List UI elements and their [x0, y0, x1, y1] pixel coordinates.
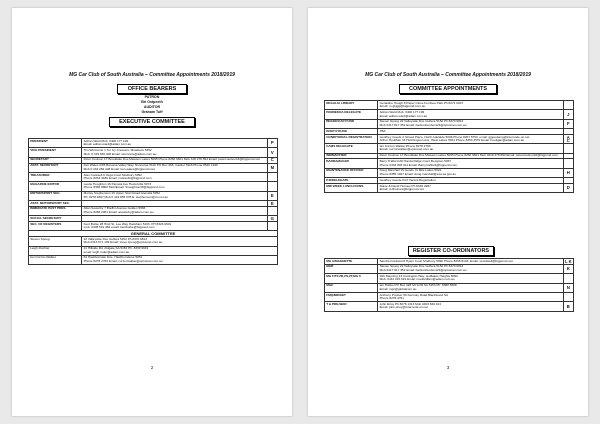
contact-line: Diane & David Holmes Ph 8336 4967 — [379, 183, 431, 188]
contact-line: Email: curzonwalker@optusnet.com.au — [379, 147, 434, 152]
appointments-table — [324, 100, 574, 193]
contact-line: Geoffrey Goode Perf Vacant Registration — [379, 177, 436, 182]
index-letter — [563, 144, 573, 153]
contact-cell — [82, 237, 278, 246]
contact-line: Mob: 0 419 836 408 Email: winmonts@adam.com.au — [83, 151, 157, 156]
table-row — [325, 159, 574, 168]
page-2 — [12, 8, 292, 416]
table-row — [325, 119, 574, 128]
contact-line: Ph: 8278 4667 Mob 0 419 855 978 E: stephenson@tm.net.au — [83, 194, 168, 199]
table-row — [325, 134, 574, 143]
table-row — [325, 101, 574, 110]
index-letter — [563, 159, 573, 168]
index-letter: L K — [564, 258, 572, 264]
contact-line: Allan Sowerby 7 Breffni Avenue Golden 5066 — [83, 206, 146, 211]
contact-line: Mob 0417 817 351 Email: backonburden124@optusnet.com.au — [379, 122, 467, 127]
contact-line: Sandra Cordwell 8 Hyam Court Modbury 5092 Phone 8265 8103. Email: scordwell@bigpond.com — [379, 258, 514, 263]
index-letter — [563, 274, 573, 283]
contact-line: Ken Wales 2/65 Barossa Valley Way, Nuriootpa 5110 PO Box 365, Gawler 5118 Phone 8522 1940 — [83, 163, 218, 168]
table-row — [325, 274, 574, 283]
index-letter — [267, 221, 277, 230]
index-letter: F — [563, 119, 573, 128]
index-letter: E — [267, 201, 277, 207]
role-cell: PANNEKOA DELEGATE — [325, 110, 378, 119]
table-row — [325, 292, 574, 301]
table-row — [29, 246, 278, 255]
contact-line: Anthony Prosser 50 Kenmay Road Blackwood SA — [379, 292, 449, 297]
contact-line: Mob 0417 817 351 Email: backonburden124@optusnet.com.au — [379, 267, 467, 272]
member-name: Leigh Rochter — [29, 246, 82, 255]
role-cell: IMMEDIATE PAST PRES. — [29, 206, 82, 215]
auditor-name: Graham Tuff — [141, 110, 163, 114]
role-cell: MG A/MAGNETTE — [325, 259, 378, 265]
contact-cell — [378, 283, 563, 292]
contact-cell — [82, 172, 267, 181]
contact-cell — [378, 144, 563, 153]
role-cell: MOTORSPORT SEC. — [29, 191, 82, 200]
member-name: Ian Curzon-Walker — [29, 255, 82, 264]
contact-cell — [378, 292, 563, 301]
table-row — [29, 139, 278, 148]
contact-line: 22 Valleyside Dve Gulfera 5152 Ph 8370 6813 — [83, 236, 147, 241]
committee-appointments-banner: COMMITTEE APPOINTMENTS — [399, 84, 497, 94]
contact-cell — [82, 191, 267, 200]
contact-cell — [378, 264, 563, 273]
role-cell: CAMS DELEGATE — [325, 144, 378, 153]
contact-line: Email: m.gbjgg@bigpond.com.au — [379, 104, 426, 109]
contact-cell — [378, 183, 563, 192]
index-letter: V — [267, 148, 277, 157]
contact-line: mob: 0408 519 484 email: kentburke@bigpond.com — [83, 225, 155, 230]
office-bearers-banner: OFFICE BEARERS — [117, 84, 187, 94]
index-letter: P — [267, 139, 277, 148]
table-row — [325, 283, 574, 292]
index-letter — [267, 172, 277, 181]
role-cell: SEC. OF REGISTERS — [29, 221, 82, 230]
contact-line: Doug Marshall 15 Geode Ct Mile Lakes 5021 — [379, 168, 442, 173]
table-row — [325, 144, 574, 153]
index-letter — [563, 101, 573, 110]
index-letter: N — [563, 283, 573, 292]
page-header: MG Car Club of South Australia – Committee Appointments 2018/2019 — [69, 72, 235, 78]
contact-line: Phone 8355 1027 Email: doug.marshall@esa.sa.gov.au — [379, 172, 456, 176]
contact-line: Alan Cocksell 9 Vega Court Modbury 5092 — [83, 172, 142, 177]
index-letter: A C — [563, 134, 573, 143]
contact-cell — [378, 134, 563, 143]
contact-line: Email: adrian.ward@adam.com.au — [379, 113, 428, 118]
contact-cell — [378, 274, 563, 283]
table-row — [325, 183, 574, 192]
role-cell: MGB — [325, 264, 378, 273]
general-committee-heading: GENERAL COMMITTEE — [29, 231, 278, 237]
contact-line: Peter Coulson 17 Brooklake Dve Mawson Lakes 5095 Phone 8260 9601 Mob 0418 278 894 Email: petercoulson16@bigpond.com — [379, 153, 558, 158]
contact-line: Mob 0 432 282 108 Email: ken.wales@bigpond.com — [83, 166, 156, 171]
page-3 — [308, 8, 588, 416]
role-cell: SECRETARY — [29, 157, 82, 163]
role-cell: MG F/TF,ZR,ZS,ZT,MG 6 — [325, 274, 378, 283]
index-letter: C — [267, 157, 277, 163]
contact-cell — [82, 148, 267, 157]
contact-cell — [82, 182, 267, 191]
page-header: MG Car Club of South Australia – Committee Appointments 2018/2019 — [365, 72, 531, 78]
executive-table — [28, 138, 278, 265]
role-cell: MAINTENANCE OFFICER — [325, 168, 378, 177]
table-row — [29, 255, 278, 264]
role-cell: ASST. MOTORSPORT SEC. — [29, 201, 82, 207]
index-letter — [267, 182, 277, 191]
contact-line: Phone 8268 2061 Email: asowerby@adam.com.au — [83, 210, 154, 214]
contact-line: Arthur Houlihan 33 Hutchingson Ave, West Lakes 5021 Phone 8353 3570 Email: hooligan@adam.com.au — [379, 138, 525, 143]
contact-line: Email: d.dholmes@bigpond.com — [379, 187, 425, 192]
contact-line: Steven Spoog 22 Valleyside Dve Gulfera 5152 Ph 8370 6813 — [379, 119, 464, 124]
role-cell: BRAKE/CAP FUND — [325, 119, 378, 128]
table-row — [29, 182, 278, 191]
contact-line: Kent Burke 28 Hind St, Lee Way Hackham 5163. PH 8326 0601 — [83, 221, 172, 226]
contact-line: Adrian Ward Mob: 0400 177 199 — [379, 109, 425, 114]
contact-cell — [378, 110, 563, 119]
table-row — [325, 264, 574, 273]
contact-line: Ian Hobbs PO Box 428 MYLOR SA 5153 Ph: 8388 5608 — [379, 283, 457, 288]
contact-cell — [82, 139, 267, 148]
auditor-label: AUDITOR — [143, 105, 161, 109]
contact-cell — [378, 302, 563, 311]
contact-line: Barry Trafford 28 Honda Ridge Court Bempton 5067 — [379, 159, 452, 164]
role-cell: KNOT/YOUNG — [325, 129, 378, 135]
role-cell: CONDITIONAL REGISTRATION — [325, 134, 378, 143]
register-coordinators-banner: REGISTER CO-ORDINATORS — [408, 246, 494, 256]
contact-line: Phone 8264 4189 Email: cocksells@bigpond.com — [83, 176, 152, 181]
index-letter: G — [267, 216, 277, 222]
patron-name: Bri Ostpeeth — [141, 100, 163, 104]
role-cell: P.R/DELEGATE — [325, 178, 378, 184]
role-cell: VICE PRESIDENT — [29, 148, 82, 157]
contact-line: Dirk Manning 13 Carrington Way, Golflakes Heights 5092 — [379, 273, 458, 278]
officer-list — [12, 95, 292, 115]
contact-line: Laurie Houghton 16 Pamela Ave Hectorville 5073 — [83, 181, 152, 186]
role-cell: MGC — [325, 283, 378, 292]
contact-line: Mob 0413 671 109 Email: steve.spoog@optusnet.com.au — [83, 240, 163, 245]
register-table — [324, 258, 574, 312]
index-letter: K — [563, 264, 573, 273]
contact-line: Email: mgc@globalcom.au — [379, 286, 417, 291]
contact-cell — [82, 246, 278, 255]
contact-line: Mob: 0412 015 019 Email: manfeldfam@adam.com.au — [379, 277, 455, 282]
contact-line: Phone 8365 8800 Mob/Email: Snaughton48@bigpond.com — [83, 185, 165, 190]
role-cell: BARRAMAGER — [325, 159, 378, 168]
role-cell: SOCIAL SECRETARY — [29, 216, 82, 222]
contact-line: Phone 8278 2783 Email: curzonwalker@optusnet.com.au — [83, 259, 163, 264]
contact-line: 64 Hawthornden Dve, Hawthorndene 5051 — [83, 255, 143, 260]
role-cell: T & PRE-WAR — [325, 302, 378, 311]
role-cell: TREASURER — [29, 172, 82, 181]
index-letter: J — [563, 110, 573, 119]
contact-line: Murray Stephenson 10 Upper Sturt Road Glenalta 5052 — [83, 191, 160, 196]
table-row — [325, 110, 574, 119]
table-row — [29, 191, 278, 200]
contact-cell — [378, 119, 563, 128]
role-cell: MID WEEK LUNCH RUNS — [325, 183, 378, 192]
contact-line: Phone 8278 4761 — [379, 296, 404, 301]
contact-cell — [378, 159, 563, 168]
contact-line: Email: john.elroy@internode.on.net — [379, 305, 428, 310]
table-row — [29, 163, 278, 172]
executive-committee-banner: EXECUTIVE COMMITTEE — [109, 117, 195, 127]
contact-cell — [82, 255, 278, 264]
index-letter: M — [267, 163, 277, 172]
contact-line: Ian Curzon-Walker Phone 8278 2783 — [379, 143, 431, 148]
index-letter — [267, 206, 277, 215]
table-row — [29, 172, 278, 181]
table-row — [325, 302, 574, 311]
role-cell: WEBMASTER — [325, 153, 378, 159]
contact-line: Steven Spoog 22 Valleyside Dve Gulfera 5152 Ph 8370 6813 — [379, 264, 464, 269]
index-letter: H — [563, 168, 573, 177]
index-letter: B — [563, 302, 573, 311]
contact-cell — [82, 206, 267, 215]
contact-line: Geoffrey Goode 2 Stroud Place, North Adelaide 5006 Phone 8267 5753, email: gjgoodemg@internode.on.net — [379, 134, 530, 139]
contact-line: Adrian Ward Mob: 0400 177 199 — [83, 138, 129, 143]
page-number: 2 — [150, 365, 154, 370]
table-row — [29, 221, 278, 230]
role-cell: ASST. SECRETARY — [29, 163, 82, 172]
role-cell: REGALIA LIBRARY — [325, 101, 378, 110]
contact-line: email: leigh.roder@adam.com.au — [83, 249, 130, 254]
contact-line: Geraldine Hough 8 Paper Close Fernbee Park Ph 8271 6047 — [379, 100, 464, 105]
table-row — [29, 148, 278, 157]
table-row — [29, 206, 278, 215]
index-letter: D — [563, 183, 573, 192]
contact-line: Email: adrian.ward@adam.com.au — [83, 142, 132, 147]
patron-label: PATRON — [144, 95, 160, 99]
role-cell: MAGAZINE EDITOR — [29, 182, 82, 191]
contact-line: Peter Coulson 17 Brooklake Dve Mawson Lakes 5095 Phone 8260 9601 Mob 418 278 894 Email: petercoulson16@bigpond.com — [83, 157, 261, 162]
contact-cell — [82, 163, 267, 172]
member-name: Steven Spoog — [29, 237, 82, 246]
index-letter — [563, 292, 573, 301]
contact-line: John Elroy Ph 8276 1313 Mob 0403 849 424 — [379, 301, 441, 306]
contact-cell — [378, 168, 563, 177]
contact-cell — [378, 101, 563, 110]
contact-line: TBA — [379, 128, 386, 133]
table-row — [29, 237, 278, 246]
page-number: 3 — [446, 365, 450, 370]
table-row — [325, 168, 574, 177]
contact-line: Tim Winmonts 1 Tor Ivy Crescent, Meadows 5352 — [83, 147, 152, 152]
role-cell: PRESIDENT — [29, 139, 82, 148]
contact-line: Phone 0434 803 011 Email: Barry.trafford@bigpond.com — [379, 162, 457, 167]
index-letter: E — [267, 191, 277, 200]
contact-cell — [82, 221, 267, 230]
role-cell: FMQ/MIDGET — [325, 292, 378, 301]
contact-line: 21 Hillside Rd, Aldgate SA 5154 Ph. 8339 9619 — [83, 246, 149, 251]
